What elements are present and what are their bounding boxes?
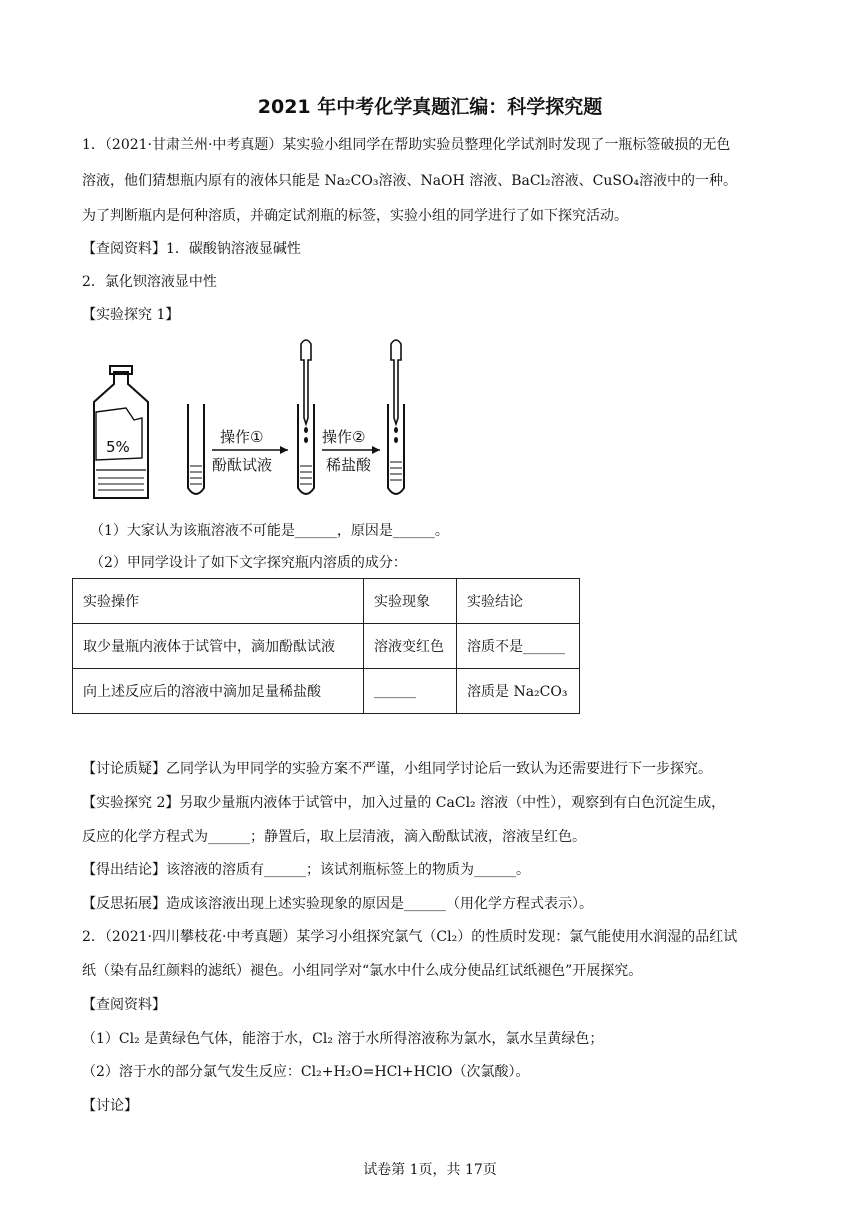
q1-experiment-2-line-2: 反应的化学方程式为______；静置后，取上层清液，滴入酚酞试液，溶液呈红色。 [82,829,586,845]
q1-subquestion-2: （2）甲同学设计了如下文字探究瓶内溶质的成分： [90,555,407,571]
table-cell: 溶液变红色 [364,624,457,669]
q2-reference-2: （2）溶于水的部分氯气发生反应：Cl₂+H₂O=HCl+HClO（次氯酸）。 [82,1064,530,1080]
q2-reference-1: （1）Cl₂ 是黄绿色气体，能溶于水，Cl₂ 溶于水所得溶液称为氯水，氯水呈黄绿色； [82,1031,604,1047]
reagent-1-label: 酚酞试液 [212,456,273,474]
q1-line-3: 为了判断瓶内是何种溶质，并确定试剂瓶的标签，实验小组的同学进行了如下探究活动。 [82,208,628,224]
reagent-2-label: 稀盐酸 [326,456,372,474]
q1-reflection: 【反思拓展】造成该溶液出现上述实验现象的原因是______（用化学方程式表示）。 [82,896,593,912]
operation-2-label: 操作② [322,428,366,446]
q1-reference-2: 2．氯化钡溶液显中性 [82,274,217,290]
table-cell: 向上述反应后的溶液中滴加足量稀盐酸 [73,669,364,714]
reagent-bottle [94,372,148,498]
arrow-1-head [280,446,288,454]
table-cell: 溶质不是______ [457,624,580,669]
table-header: 实验操作 [73,579,364,624]
test-tube-2 [298,404,314,494]
table-header: 实验结论 [457,579,580,624]
q1-conclusion: 【得出结论】该溶液的溶质有______；该试剂瓶标签上的物质为______。 [82,862,530,878]
table-row [73,669,580,714]
dropper-2 [391,340,401,424]
q1-line-2: 溶液，他们猜想瓶内原有的液体只能是 Na₂CO₃溶液、NaOH 溶液、BaCl₂溶液、CuSO₄溶液中的一种。 [82,173,738,189]
test-tube-1 [188,404,204,494]
arrow-2-head [372,446,380,454]
q2-line-2: 纸（染有品红颜料的滤纸）褪色。小组同学对“氯水中什么成分使品红试纸褪色”开展探究。 [82,963,643,979]
dropper-1 [301,340,311,424]
page-title: 2021 年中考化学真题汇编：科学探究题 [257,96,603,118]
table-cell: ______ [364,669,457,714]
table-cell: 溶质是 Na₂CO₃ [457,669,580,714]
q1-experiment-2-line-1: 【实验探究 2】另取少量瓶内液体于试管中，加入过量的 CaCl₂ 溶液（中性），观察到有白色沉淀生成， [82,795,726,811]
q1-discussion: 【讨论质疑】乙同学认为甲同学的实验方案不严谨，小组同学讨论后一致认为还需要进行下一步探究。 [82,761,712,777]
bottle-label: 5% [106,438,130,456]
page-footer: 试卷第 1页，共 17页 [363,1162,497,1178]
operation-1-label: 操作① [220,428,264,446]
q1-reference-1: 【查阅资料】1．碳酸钠溶液显碱性 [82,241,301,257]
table-cell: 取少量瓶内液体于试管中，滴加酚酞试液 [73,624,364,669]
experiment-table [72,578,580,714]
table-header-row [73,579,580,624]
q2-line-1: 2．（2021·四川攀枝花·中考真题）某学习小组探究氯气（Cl₂）的性质时发现：氯气能使用水润湿的品红试 [82,929,738,945]
q1-line-1: 1．（2021·甘肃兰州·中考真题）某实验小组同学在帮助实验员整理化学试剂时发现了一瓶标签破损的无色 [82,137,731,153]
q1-experiment-1-heading: 【实验探究 1】 [82,307,180,323]
q1-subquestion-1: （1）大家认为该瓶溶液不可能是______，原因是______。 [90,523,449,539]
experiment-figure [84,338,414,502]
q2-discussion-heading: 【讨论】 [82,1098,138,1114]
q2-reference-heading: 【查阅资料】 [82,997,166,1013]
table-row [73,624,580,669]
table-header: 实验现象 [364,579,457,624]
